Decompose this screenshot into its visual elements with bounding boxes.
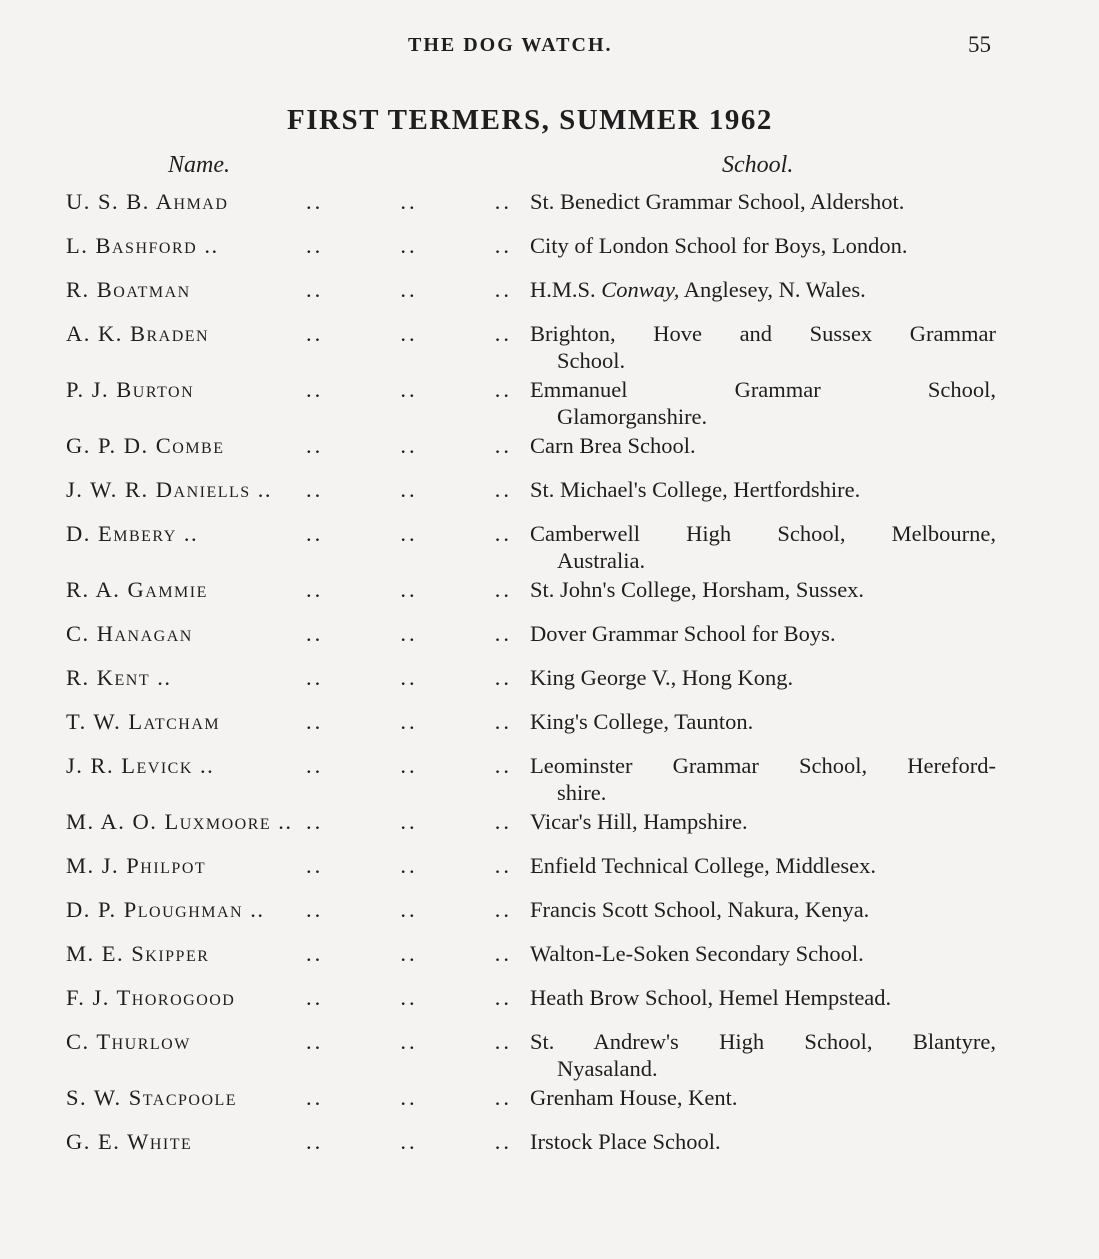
- school-line-1: Walton-Le-Soken Secondary School.: [530, 941, 864, 966]
- entry-row: [66, 432, 1026, 459]
- leader-dot-pair: ..: [494, 321, 512, 346]
- page-number: 55: [968, 32, 991, 57]
- entry-row: [66, 376, 1026, 430]
- entry-name: C. Hanagan: [66, 621, 193, 646]
- leader-dots: [306, 1028, 530, 1055]
- leader-dot-pair: ..: [494, 985, 512, 1010]
- entry-row: [66, 708, 1026, 735]
- leader-dot-pair: ..: [306, 621, 324, 646]
- leader-dot-pair: ..: [306, 1029, 324, 1054]
- entry-row: [66, 808, 1026, 835]
- school-line-1: Dover Grammar School for Boys.: [530, 621, 836, 646]
- column-header-name: Name.: [168, 152, 230, 178]
- entry-name: C. Thurlow: [66, 1029, 191, 1054]
- entry-school: [530, 520, 996, 574]
- school-line-1: Emmanuel Grammar School,: [530, 377, 996, 402]
- leader-dot-pair: ..: [494, 433, 512, 458]
- entry-name: G. P. D. Combe: [66, 433, 225, 458]
- school-line-1: Leominster Grammar School, Hereford-: [530, 753, 996, 778]
- entry-name: G. E. White: [66, 1129, 193, 1154]
- leader-dot-pair: ..: [306, 1129, 324, 1154]
- school-line-1: St. Michael's College, Hertfordshire.: [530, 477, 861, 502]
- entry-row: [66, 476, 1026, 503]
- leader-dot-pair: ..: [494, 897, 512, 922]
- entry-school: [530, 576, 996, 603]
- school-line-1: St. Benedict Grammar School, Aldershot.: [530, 189, 905, 214]
- column-header-school: School.: [722, 152, 794, 178]
- school-rest: Anglesey, N. Wales.: [679, 277, 866, 302]
- leader-dots: [306, 896, 530, 923]
- entry-school: [530, 476, 996, 503]
- entry-name: R. Kent ..: [66, 665, 172, 690]
- entry-name: M. A. O. Luxmoore ..: [66, 809, 293, 834]
- leader-dots: [306, 664, 530, 691]
- entry-school: [530, 1028, 996, 1082]
- entry-name: L. Bashford ..: [66, 233, 219, 258]
- entry-school: [530, 188, 996, 215]
- entry-school: [530, 276, 996, 303]
- entry-row: [66, 620, 1026, 647]
- entry-school: [530, 708, 996, 735]
- leader-dot-pair: ..: [400, 941, 418, 966]
- leader-dot-pair: ..: [306, 941, 324, 966]
- leader-dot-pair: ..: [400, 1129, 418, 1154]
- entry-school: [530, 620, 996, 647]
- school-line-1: Heath Brow School, Hemel Hempstead.: [530, 985, 892, 1010]
- school-line-1: Grenham House, Kent.: [530, 1085, 738, 1110]
- leader-dots: [306, 620, 530, 647]
- leader-dot-pair: ..: [400, 753, 418, 778]
- school-line-1: [530, 277, 866, 302]
- leader-dot-pair: ..: [306, 433, 324, 458]
- leader-dots: [306, 432, 530, 459]
- entry-name: R. A. Gammie: [66, 577, 208, 602]
- leader-dots: [306, 1128, 530, 1155]
- running-head: THE DOG WATCH.: [408, 34, 613, 56]
- leader-dot-pair: ..: [306, 521, 324, 546]
- entry-school: [530, 940, 996, 967]
- entry-row: [66, 940, 1026, 967]
- leader-dot-pair: ..: [494, 577, 512, 602]
- page-title: FIRST TERMERS, SUMMER 1962: [287, 104, 773, 136]
- entry-row: [66, 320, 1026, 374]
- entry-school: [530, 432, 996, 459]
- leader-dots: [306, 320, 530, 347]
- leader-dot-pair: ..: [494, 521, 512, 546]
- entry-name: F. J. Thorogood: [66, 985, 236, 1010]
- leader-dot-pair: ..: [494, 1129, 512, 1154]
- leader-dots: [306, 476, 530, 503]
- leader-dot-pair: ..: [400, 1029, 418, 1054]
- entry-school: [530, 808, 996, 835]
- leader-dots: [306, 940, 530, 967]
- leader-dots: [306, 520, 530, 547]
- leader-dot-pair: ..: [400, 521, 418, 546]
- entry-name: J. R. Levick ..: [66, 753, 215, 778]
- entry-row: [66, 896, 1026, 923]
- entry-row: [66, 576, 1026, 603]
- school-line-1: Enfield Technical College, Middlesex.: [530, 853, 877, 878]
- leader-dot-pair: ..: [494, 1085, 512, 1110]
- leader-dot-pair: ..: [306, 233, 324, 258]
- leader-dot-pair: ..: [494, 621, 512, 646]
- leader-dots: [306, 376, 530, 403]
- entry-row: [66, 752, 1026, 806]
- entry-row: [66, 984, 1026, 1011]
- leader-dots: [306, 708, 530, 735]
- entry-row: [66, 1028, 1026, 1082]
- leader-dot-pair: ..: [400, 985, 418, 1010]
- school-prefix: H.M.S.: [530, 277, 602, 302]
- school-line-1: Carn Brea School.: [530, 433, 696, 458]
- school-line-1: King's College, Taunton.: [530, 709, 754, 734]
- leader-dot-pair: ..: [400, 277, 418, 302]
- entry-row: [66, 1084, 1026, 1111]
- leader-dot-pair: ..: [494, 377, 512, 402]
- leader-dot-pair: ..: [400, 477, 418, 502]
- leader-dots: [306, 752, 530, 779]
- entry-name: U. S. B. Ahmad: [66, 189, 229, 214]
- entry-name: A. K. Braden: [66, 321, 210, 346]
- entry-name: D. Embery ..: [66, 521, 199, 546]
- leader-dot-pair: ..: [494, 753, 512, 778]
- entry-row: [66, 852, 1026, 879]
- leader-dot-pair: ..: [306, 321, 324, 346]
- entry-name: J. W. R. Daniells ..: [66, 477, 273, 502]
- leader-dots: [306, 232, 530, 259]
- leader-dots: [306, 1084, 530, 1111]
- leader-dot-pair: ..: [306, 1085, 324, 1110]
- leader-dot-pair: ..: [494, 1029, 512, 1054]
- entry-row: [66, 1128, 1026, 1155]
- ship-name: Conway,: [601, 277, 680, 302]
- leader-dot-pair: ..: [494, 477, 512, 502]
- entry-row: [66, 232, 1026, 259]
- leader-dot-pair: ..: [400, 1085, 418, 1110]
- leader-dots: [306, 984, 530, 1011]
- school-line-1: King George V., Hong Kong.: [530, 665, 794, 690]
- entry-name: D. P. Ploughman ..: [66, 897, 265, 922]
- leader-dot-pair: ..: [400, 377, 418, 402]
- leader-dot-pair: ..: [400, 665, 418, 690]
- entry-school: [530, 984, 996, 1011]
- entry-name: M. E. Skipper: [66, 941, 210, 966]
- entry-school: [530, 752, 996, 806]
- leader-dot-pair: ..: [400, 809, 418, 834]
- school-line-2: shire.: [557, 780, 607, 805]
- entry-name: P. J. Burton: [66, 377, 195, 402]
- entry-school: [530, 1084, 996, 1111]
- leader-dot-pair: ..: [306, 377, 324, 402]
- leader-dot-pair: ..: [400, 853, 418, 878]
- entry-row: [66, 520, 1026, 574]
- school-line-1: Irstock Place School.: [530, 1129, 721, 1154]
- leader-dot-pair: ..: [494, 853, 512, 878]
- leader-dot-pair: ..: [400, 897, 418, 922]
- entry-name: M. J. Philpot: [66, 853, 207, 878]
- leader-dot-pair: ..: [494, 233, 512, 258]
- leader-dots: [306, 852, 530, 879]
- school-line-1: Vicar's Hill, Hampshire.: [530, 809, 748, 834]
- entry-school: [530, 376, 996, 430]
- entry-row: [66, 664, 1026, 691]
- entry-name: R. Boatman: [66, 277, 191, 302]
- school-line-2: Australia.: [557, 548, 646, 573]
- leader-dots: [306, 276, 530, 303]
- entry-name: T. W. Latcham: [66, 709, 221, 734]
- leader-dot-pair: ..: [400, 621, 418, 646]
- school-line-2: Nyasaland.: [557, 1056, 658, 1081]
- leader-dot-pair: ..: [494, 189, 512, 214]
- entry-school: [530, 664, 996, 691]
- school-line-2: Glamorganshire.: [557, 404, 708, 429]
- school-line-1: Camberwell High School, Melbourne,: [530, 521, 996, 546]
- school-line-2: School.: [557, 348, 626, 373]
- entry-school: [530, 232, 996, 259]
- leader-dot-pair: ..: [306, 189, 324, 214]
- leader-dot-pair: ..: [494, 941, 512, 966]
- leader-dot-pair: ..: [306, 709, 324, 734]
- entry-row: [66, 188, 1026, 215]
- leader-dot-pair: ..: [400, 189, 418, 214]
- school-line-1: St. Andrew's High School, Blantyre,: [530, 1029, 996, 1054]
- school-line-1: Brighton, Hove and Sussex Grammar: [530, 321, 996, 346]
- entries-list: [66, 188, 1026, 1172]
- entry-school: [530, 1128, 996, 1155]
- school-line-1: Francis Scott School, Nakura, Kenya.: [530, 897, 870, 922]
- leader-dot-pair: ..: [306, 985, 324, 1010]
- leader-dot-pair: ..: [306, 853, 324, 878]
- entry-school: [530, 320, 996, 374]
- leader-dot-pair: ..: [494, 809, 512, 834]
- entry-row: [66, 276, 1026, 303]
- school-line-1: St. John's College, Horsham, Sussex.: [530, 577, 865, 602]
- leader-dot-pair: ..: [494, 277, 512, 302]
- leader-dot-pair: ..: [494, 665, 512, 690]
- school-line-1: City of London School for Boys, London.: [530, 233, 908, 258]
- leader-dots: [306, 188, 530, 215]
- entry-name: S. W. Stacpoole: [66, 1085, 238, 1110]
- leader-dot-pair: ..: [306, 277, 324, 302]
- leader-dot-pair: ..: [306, 809, 324, 834]
- leader-dot-pair: ..: [400, 233, 418, 258]
- leader-dot-pair: ..: [306, 753, 324, 778]
- entry-school: [530, 896, 996, 923]
- entry-school: [530, 852, 996, 879]
- leader-dot-pair: ..: [400, 321, 418, 346]
- leader-dot-pair: ..: [400, 709, 418, 734]
- leader-dot-pair: ..: [306, 577, 324, 602]
- leader-dots: [306, 576, 530, 603]
- leader-dot-pair: ..: [306, 665, 324, 690]
- leader-dot-pair: ..: [494, 709, 512, 734]
- leader-dot-pair: ..: [306, 897, 324, 922]
- leader-dot-pair: ..: [306, 477, 324, 502]
- leader-dots: [306, 808, 530, 835]
- leader-dot-pair: ..: [400, 577, 418, 602]
- leader-dot-pair: ..: [400, 433, 418, 458]
